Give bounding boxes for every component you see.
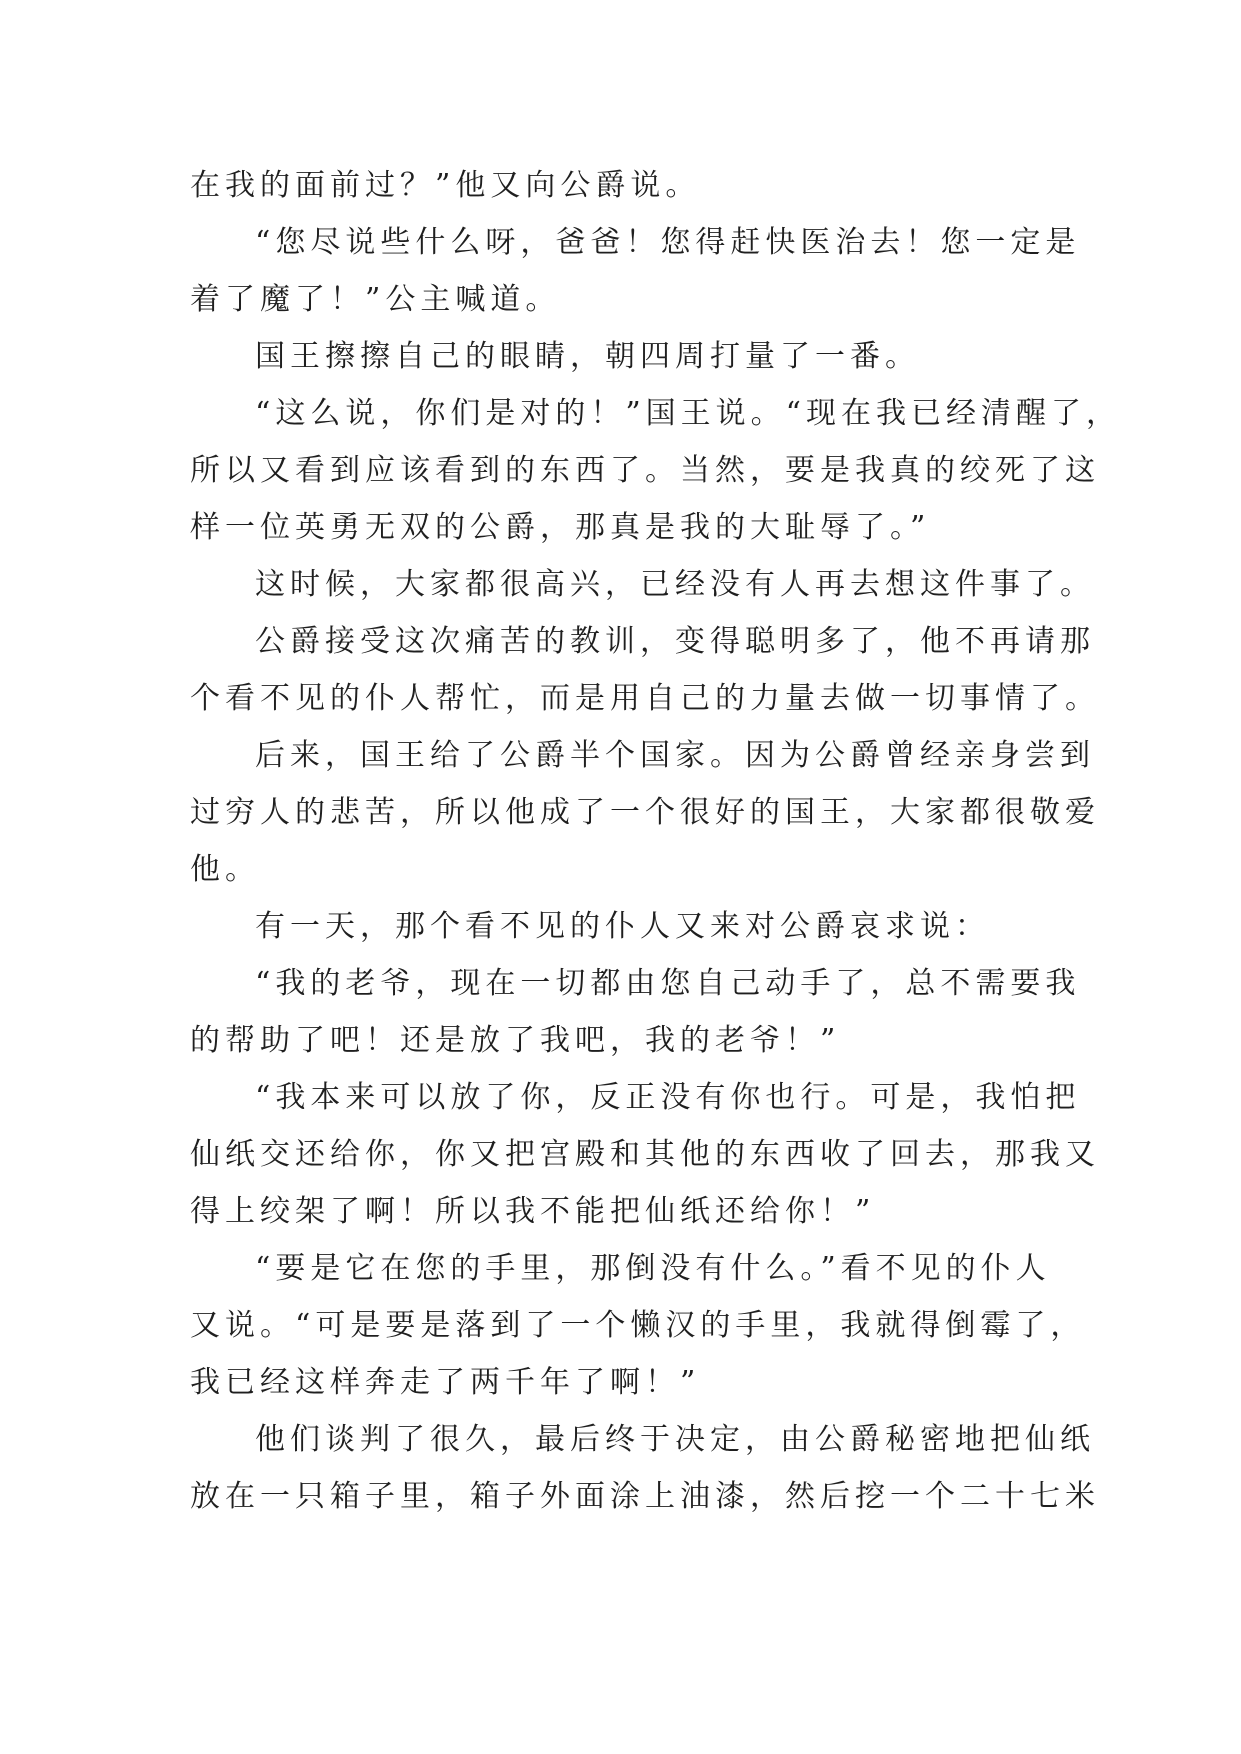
text-line: “您尽说些什么呀，爸爸！您得赶快医治去！您一定是: [255, 225, 1081, 260]
text-line: 他。: [190, 852, 260, 887]
text-line: 仙纸交还给你，你又把宫殿和其他的东西收了回去，那我又: [190, 1137, 1100, 1172]
text-line: 我已经这样奔走了两千年了啊！”: [190, 1365, 701, 1400]
text-line: 在我的面前过？”他又向公爵说。: [190, 168, 701, 203]
text-line: 又说。“可是要是落到了一个懒汉的手里，我就得倒霉了，: [190, 1308, 1086, 1343]
text-line: 国王擦擦自己的眼睛，朝四周打量了一番。: [255, 339, 920, 374]
text-line: “我的老爷，现在一切都由您自己动手了，总不需要我: [255, 966, 1081, 1001]
text-line: 有一天，那个看不见的仆人又来对公爵哀求说：: [255, 909, 990, 944]
text-line: “这么说，你们是对的！”国王说。“现在我已经清醒了，: [255, 396, 1122, 431]
text-line: 个看不见的仆人帮忙，而是用自己的力量去做一切事情了。: [190, 681, 1100, 716]
text-line: 放在一只箱子里，箱子外面涂上油漆，然后挖一个二十七米: [190, 1479, 1100, 1514]
text-line: 所以又看到应该看到的东西了。当然，要是我真的绞死了这: [190, 453, 1100, 488]
text-line: 他们谈判了很久，最后终于决定，由公爵秘密地把仙纸: [255, 1422, 1095, 1457]
text-line: 着了魔了！”公主喊道。: [190, 282, 561, 317]
text-line: 后来，国王给了公爵半个国家。因为公爵曾经亲身尝到: [255, 738, 1095, 773]
text-line: 这时候，大家都很高兴，已经没有人再去想这件事了。: [255, 567, 1095, 602]
text-line: 公爵接受这次痛苦的教训，变得聪明多了，他不再请那: [255, 624, 1095, 659]
text-line: 过穷人的悲苦，所以他成了一个很好的国王，大家都很敬爱: [190, 795, 1100, 830]
text-line: 的帮助了吧！还是放了我吧，我的老爷！”: [190, 1023, 841, 1058]
text-line: “我本来可以放了你，反正没有你也行。可是，我怕把: [255, 1080, 1081, 1115]
text-line: “要是它在您的手里，那倒没有什么。”看不见的仆人: [255, 1251, 1051, 1286]
text-line: 样一位英勇无双的公爵，那真是我的大耻辱了。”: [190, 510, 931, 545]
text-line: 得上绞架了啊！所以我不能把仙纸还给你！”: [190, 1194, 876, 1229]
